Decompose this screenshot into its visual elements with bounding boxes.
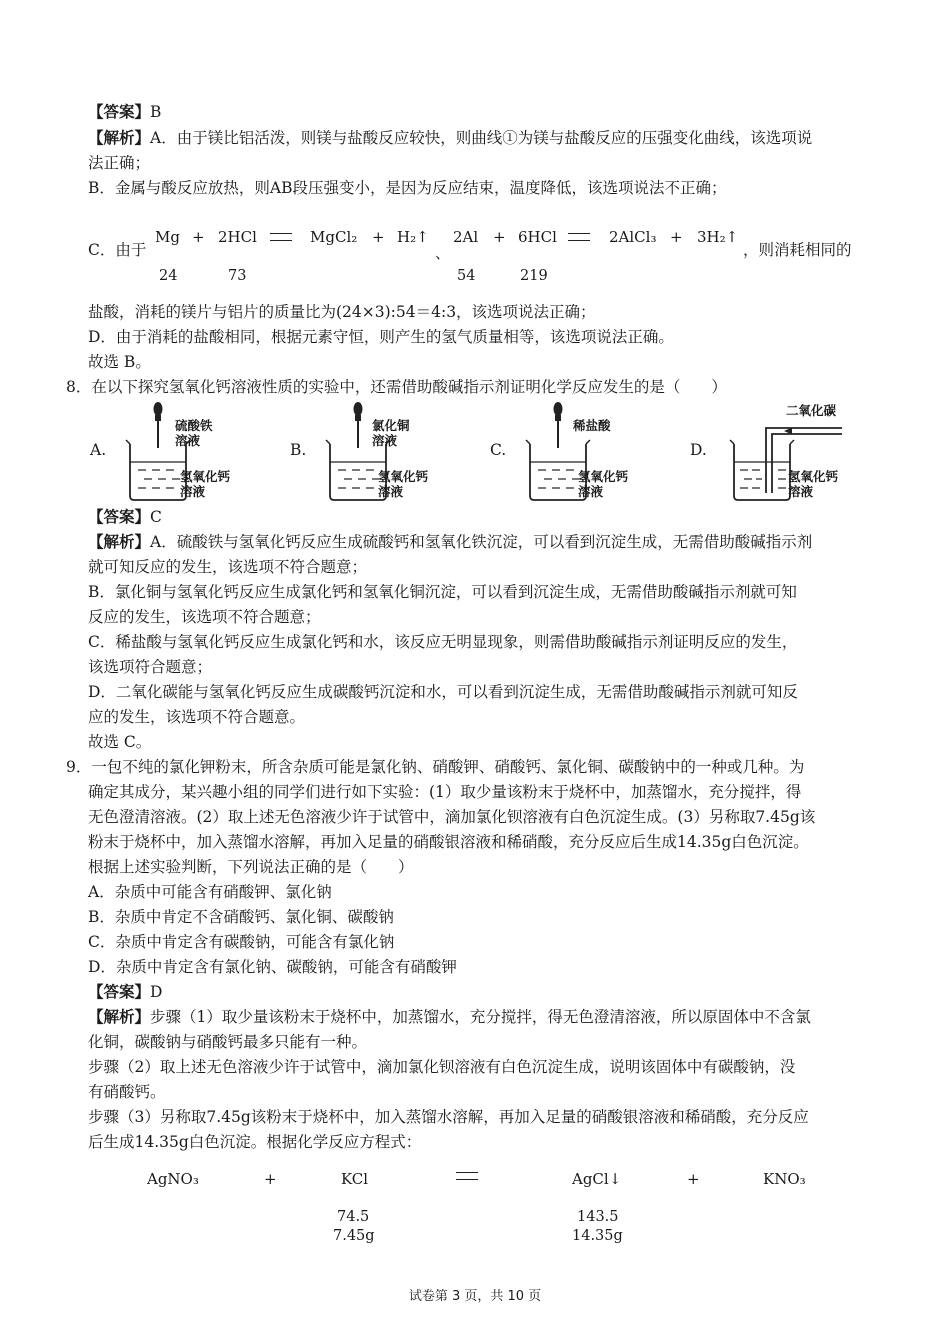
q7-answer-line [88,102,161,122]
eq1-plus1: + [192,228,205,246]
q9-kcl-molar-mass: 74.5 [337,1209,370,1225]
q9-option-d: D．杂质中肯定含有氯化钠、碳酸钠，可能含有硝酸钾 [88,958,457,976]
q9-analysis-s2-line1: 步骤（2）取上述无色溶液少许于试管中，滴加氯化钡溶液有白色沉淀生成，说明该固体中有碳酸钠，没 [88,1058,796,1076]
q9-stem-line3: 无色澄清溶液。(2）取上述无色溶液少许于试管中，滴加氯化钡溶液有白色沉淀生成。(3）另称取7.45g该 [88,808,816,826]
q8-analysis-a-line2: 就可知反应的发生，该选项不符合题意； [88,558,368,576]
eq1-equals-sign [270,233,292,241]
answer-label: 【答案】 [88,982,151,1001]
q7-analysis-d: D．由于消耗的盐酸相同，根据元素守恒，则产生的氢气质量相等，该选项说法正确。 [88,328,674,346]
eq2-al: 2Al [453,228,479,246]
q9-s1-text: 步骤（1）取少量该粉末于烧杯中，加蒸馏水，充分搅拌，得无色澄清溶液，所以原固体中不含氯 [150,1008,811,1026]
q8-d-reagent-top: 二氧化碳 [786,403,837,418]
eq1-hcl-mass: 73 [228,268,247,284]
eq-separator: 、 [435,244,451,262]
q8-analysis-a-line1 [88,532,812,552]
q8-choose: 故选 C。 [88,733,152,751]
eq1-mg-mass: 24 [159,268,178,284]
q8-option-d-letter: D. [690,441,707,459]
q7-c-suffix: ，则消耗相同的 [743,241,852,259]
q8-a-solution-top: 氢氧化钙 [180,469,231,484]
q7-a-text: A．由于镁比铝活泼，则镁与盐酸反应较快，则曲线①为镁与盐酸反应的压强变化曲线，该选项说 [150,129,813,147]
q8-answer-line [88,507,162,527]
q8-b-reagent-bottom: 溶液 [372,433,398,448]
q8-analysis-b-line1: B．氯化铜与氢氧化钙反应生成氯化钙和氢氧化铜沉淀，可以看到沉淀生成，无需借助酸碱指示剂就可知 [88,583,797,601]
answer-value: B [150,103,162,121]
q8-a-reagent-top: 硫酸铁 [175,418,213,433]
q7-analysis-a-line1 [88,128,812,148]
q8-b-solution-top: 氢氧化钙 [378,469,429,484]
q8-b-reagent-top: 氯化铜 [372,418,410,433]
q9-option-c: C．杂质中肯定含有碳酸钠，可能含有氯化钠 [88,933,395,951]
answer-value: D [150,983,163,1001]
q9-stem-line1: 9．一包不纯的氯化钾粉末，所含杂质可能是氯化钠、硝酸钾、硝酸钙、氯化铜、碳酸钠中的一种或几种。为 [66,758,805,776]
eq2-hcl-mass: 219 [520,268,548,284]
q9-kcl-mass: 7.45g [333,1228,375,1244]
q8-c-solution-top: 氢氧化钙 [578,469,629,484]
beaker-dropper-b-icon [318,400,428,505]
q9-eq-plus2: + [687,1170,700,1188]
q8-option-c-letter: C. [490,441,507,459]
q9-stem-line4: 粉末于烧杯中，加入蒸馏水溶解，再加入足量的硝酸银溶液和稀硝酸，充分反应后生成14.35g白色沉淀。 [88,833,809,851]
eq2-al-mass: 54 [457,268,476,284]
q9-analysis-s1-line2: 化铜，碳酸钠与硝酸钙最多只能有一种。 [88,1033,368,1051]
eq1-plus2: + [372,228,385,246]
q8-a-reagent-bottom: 溶液 [175,433,201,448]
q8-analysis-b-line2: 反应的发生，该选项不符合题意； [88,608,321,626]
q8-option-a-letter: A. [90,441,107,459]
q9-answer-line [88,982,162,1002]
q8-b-solution-bottom: 溶液 [378,484,404,499]
answer-value: C [150,508,162,526]
q9-option-a: A．杂质中可能含有硝酸钾、氯化钠 [88,883,332,901]
q8-d-solution-bottom: 溶液 [788,484,814,499]
q9-eq-agno3: AgNO₃ [147,1170,199,1188]
q9-option-b: B．杂质中肯定不含硝酸钙、氯化铜、碳酸钠 [88,908,394,926]
q9-agcl-mass: 14.35g [572,1228,623,1244]
eq1-mgcl2: MgCl₂ [310,228,358,246]
eq2-plus2: + [670,228,683,246]
q8-analysis-d-line1: D．二氧化碳能与氢氧化钙反应生成碳酸钙沉淀和水，可以看到沉淀生成，无需借助酸碱指示剂就可知反 [88,683,798,701]
analysis-label: 【解析】 [88,128,151,147]
analysis-label: 【解析】 [88,532,151,551]
q8-c-reagent-top: 稀盐酸 [573,418,611,433]
q8-d-solution-top: 氢氧化钙 [788,469,839,484]
q8-a-solution-bottom: 溶液 [180,484,206,499]
q8-analysis-d-line2: 应的发生，该选项不符合题意。 [88,708,306,726]
q8-stem: 8．在以下探究氢氧化钙溶液性质的实验中，还需借助酸碱指示剂证明化学反应发生的是（ ） [66,378,727,396]
q8-analysis-c-line2: 该选项符合题意； [88,658,213,676]
q7-choose: 故选 B。 [88,353,151,371]
q8-a-text: A．硫酸铁与氢氧化钙反应生成硫酸钙和氢氧化铁沉淀，可以看到沉淀生成，无需借助酸碱指示剂 [150,533,813,551]
q9-stem-line2: 确定其成分，某兴趣小组的同学们进行如下实验：(1）取少量该粉末于烧杯中，加蒸馏水，充分搅拌，得 [88,783,802,801]
analysis-label: 【解析】 [88,1007,151,1026]
eq2-alcl3: 2AlCl₃ [609,228,657,246]
eq2-equals-sign [568,233,590,241]
eq1-hcl: 2HCl [218,228,257,246]
q7-c-prefix: C．由于 [88,241,147,259]
q7-analysis-a-line2: 法正确； [88,154,151,172]
q9-analysis-s1-line1 [88,1007,811,1027]
answer-label: 【答案】 [88,507,151,526]
q9-agcl-molar-mass: 143.5 [577,1209,619,1225]
q9-eq-kno3: KNO₃ [763,1170,806,1188]
q8-analysis-c-line1: C．稀盐酸与氢氧化钙反应生成氯化钙和水，该反应无明显现象，则需借助酸碱指示剂证明反应的发生， [88,633,798,651]
beaker-dropper-c-icon [518,400,628,505]
q9-analysis-s3-line2: 后生成14.35g白色沉淀。根据化学反应方程式： [88,1133,422,1151]
eq2-h2: 3H₂↑ [697,228,739,246]
eq1-mg: Mg [155,228,180,246]
q9-stem-line5: 根据上述实验判断，下列说法正确的是（ ） [88,858,414,876]
q9-eq-plus1: + [264,1170,277,1188]
answer-label: 【答案】 [88,102,151,121]
q8-option-b-letter: B. [290,441,307,459]
q9-eq-kcl: KCl [341,1170,369,1188]
q9-analysis-s3-line1: 步骤（3）另称取7.45g该粉末于烧杯中，加入蒸馏水溶解，再加入足量的硝酸银溶液和稀硝酸，充分反应 [88,1108,809,1126]
q8-c-solution-bottom: 溶液 [578,484,604,499]
eq2-plus1: + [493,228,506,246]
q9-analysis-s2-line2: 有硝酸钙。 [88,1083,166,1101]
q9-eq-equals-sign [456,1172,478,1180]
eq2-hcl: 6HCl [518,228,557,246]
q7-analysis-c-line2: 盐酸，消耗的镁片与铝片的质量比为(24×3):54＝4:3，该选项说法正确； [88,303,596,321]
eq1-h2: H₂↑ [397,228,429,246]
beaker-dropper-a-icon [118,400,231,505]
beaker-gas-tube-d-icon [722,415,852,505]
q7-analysis-b: B．金属与酸反应放热，则AB段压强变小，是因为反应结束，温度降低，该选项说法不正确； [88,179,727,197]
q9-eq-agcl: AgCl↓ [572,1170,622,1188]
page-footer: 试卷第 3 页，共 10 页 [408,1289,542,1304]
